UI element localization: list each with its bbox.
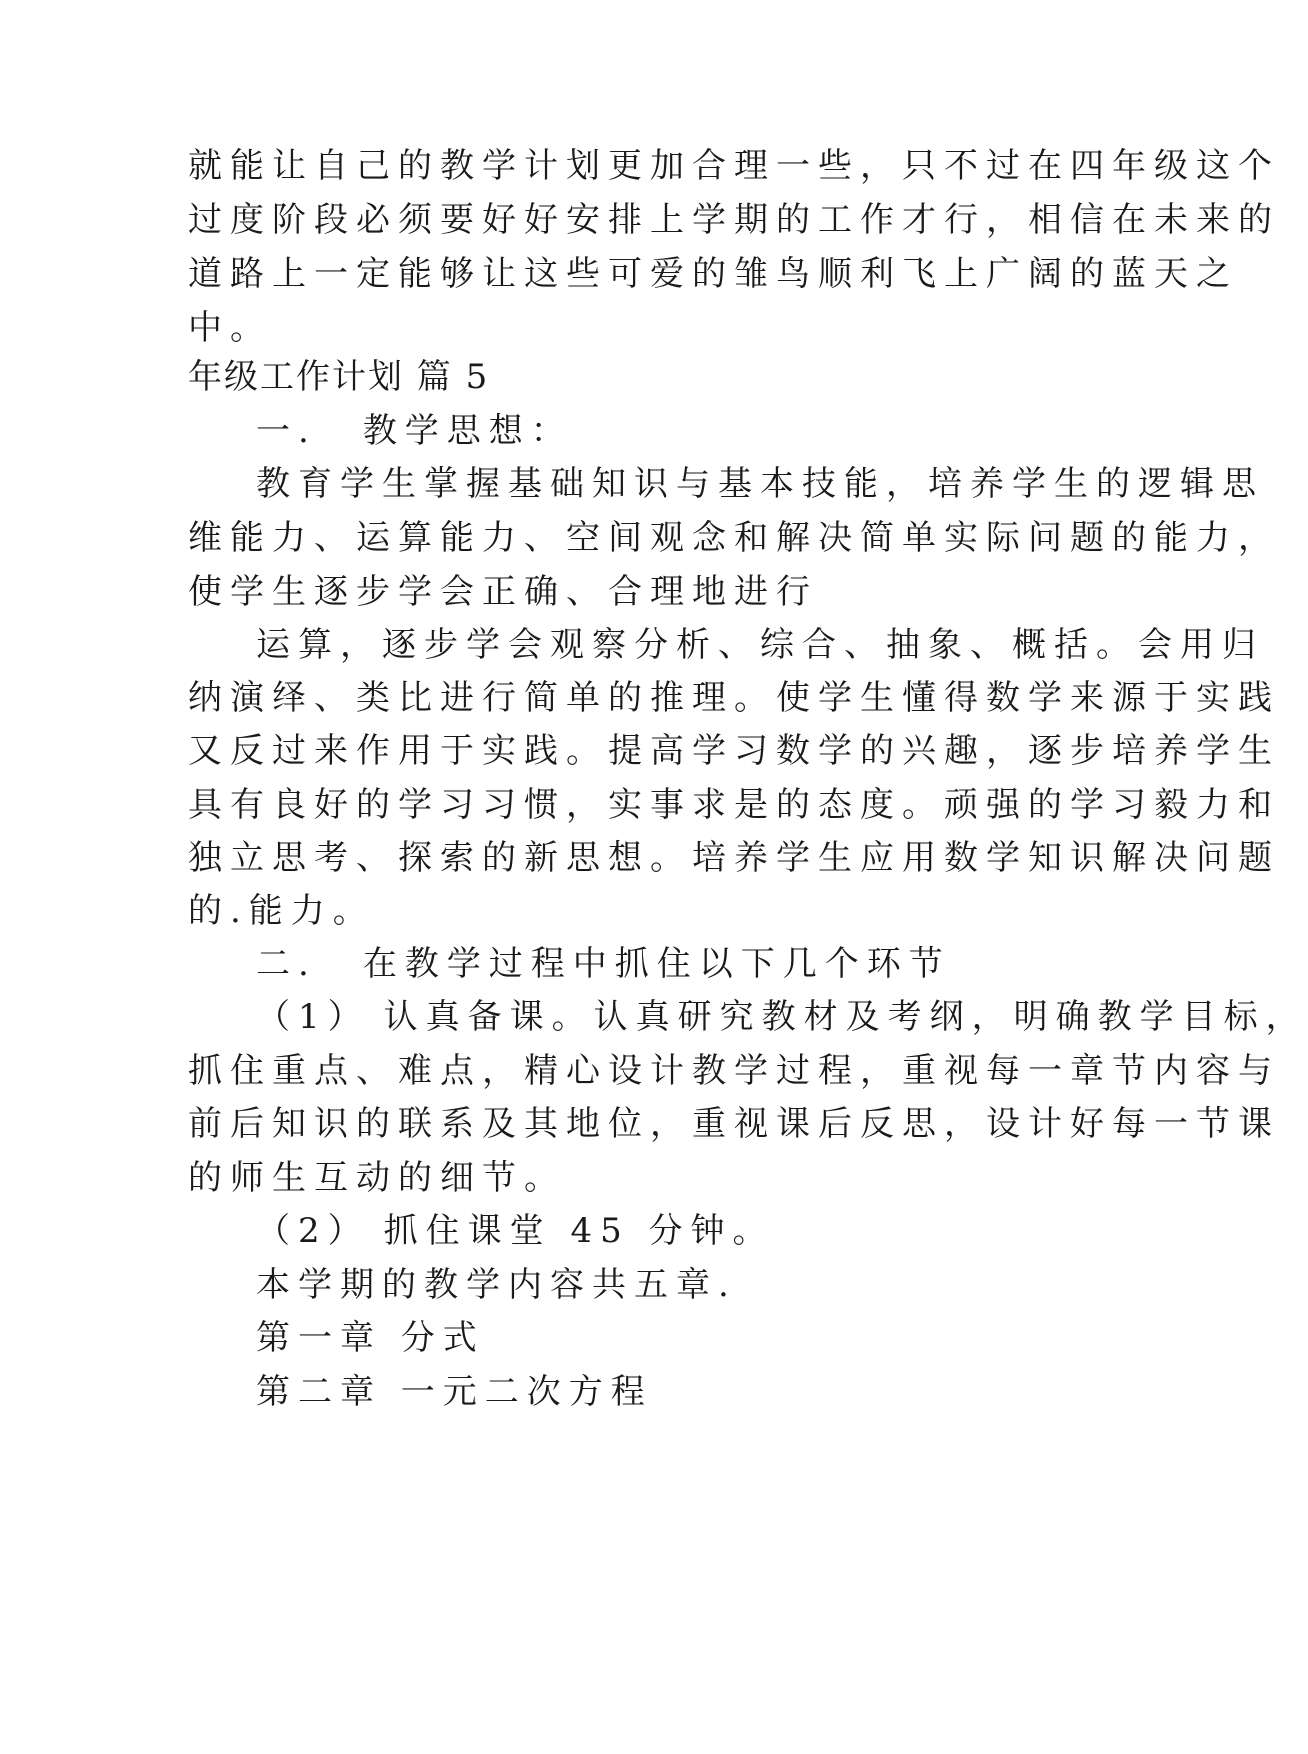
item-number: 一.	[256, 411, 317, 451]
item-text: 在教学过程中抓住以下几个环节	[362, 944, 951, 984]
sub-item-text: 抓住课堂 45 分钟。	[383, 1211, 775, 1251]
paragraph-line: 具有良好的学习习惯，实事求是的态度。顽强的学习毅力和	[188, 785, 1280, 825]
sub-item-2	[256, 1200, 1088, 1262]
paragraph-line: 抓住重点、难点，精心设计教学过程，重视每一章节内容与	[188, 1051, 1280, 1091]
paragraph-line: 的.能力。	[188, 891, 375, 931]
paragraph-line: 独立思考、探索的新思想。培养学生应用数学知识解决问题	[188, 838, 1280, 878]
paragraph-line: 运算，逐步学会观察分析、综合、抽象、概括。会用归	[256, 625, 1264, 665]
sub-item-number: （1）	[256, 997, 370, 1037]
paragraph-line: 纳演绎、类比进行简单的推理。使学生懂得数学来源于实践	[188, 678, 1280, 718]
chapter-item: 第一章 分式	[256, 1318, 485, 1358]
paragraph-line: 又反过来作用于实践。提高学习数学的兴趣，逐步培养学生	[188, 731, 1280, 771]
paragraph-line: 教育学生掌握基础知识与基本技能，培养学生的逻辑思	[256, 464, 1264, 504]
paragraph-line: 的师生互动的细节。	[188, 1158, 566, 1198]
chapter-item: 第二章 一元二次方程	[256, 1372, 653, 1412]
paragraph-line: 道路上一定能够让这些可爱的雏鸟顺利飞上广阔的蓝天之	[188, 254, 1238, 294]
paragraph-line: 就能让自己的教学计划更加合理一些，只不过在四年级这个	[188, 146, 1280, 186]
item-number: 二.	[256, 944, 317, 984]
paragraph-line: 维能力、运算能力、空间观念和解决简单实际问题的能力，	[188, 518, 1280, 558]
paragraph-line: 使学生逐步学会正确、合理地进行	[188, 572, 818, 612]
section-title: 年级工作计划 篇 5	[188, 357, 490, 397]
paragraph-line: 过度阶段必须要好好安排上学期的工作才行，相信在未来的	[188, 200, 1280, 240]
sub-item-1	[256, 986, 1308, 1048]
paragraph-line: 前后知识的联系及其地位，重视课后反思，设计好每一节课	[188, 1104, 1280, 1144]
item-text: 教学思想：	[362, 411, 573, 451]
sub-item-text: 认真备课。认真研究教材及考纲，明确教学目标，	[383, 997, 1308, 1037]
content-intro: 本学期的教学内容共五章.	[256, 1265, 737, 1305]
sub-item-number: （2）	[256, 1211, 370, 1251]
paragraph-line: 中。	[188, 308, 272, 348]
